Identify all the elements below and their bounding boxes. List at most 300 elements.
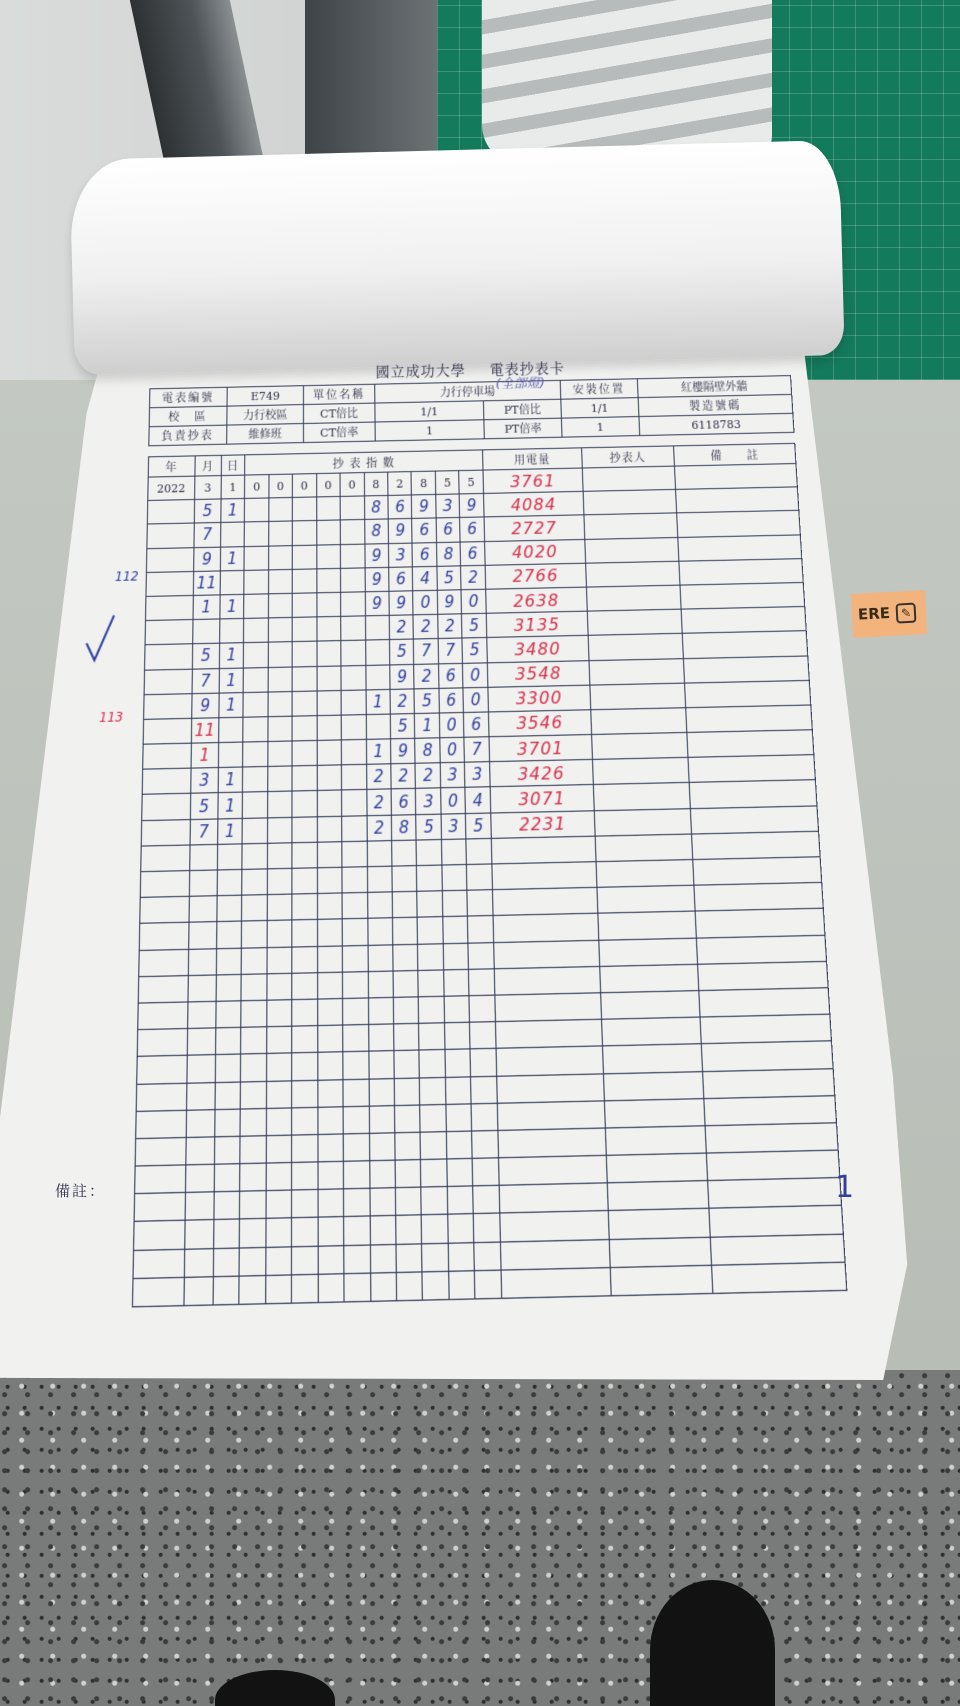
cell-day: 1 (219, 668, 244, 693)
cell-reader (583, 490, 677, 516)
cell-empty (609, 1237, 712, 1268)
cell-empty (140, 871, 189, 898)
cell-empty (443, 943, 469, 970)
cell-empty (419, 1023, 445, 1050)
cell-index-digit: 0 (316, 473, 340, 497)
cell-empty (394, 1023, 420, 1050)
install-value: 紅樓隔壁外牆 (637, 376, 792, 398)
cell-usage: 3135 (486, 611, 588, 638)
cell-usage: 2766 (485, 563, 586, 589)
cell-index-digit (317, 665, 341, 690)
cell-empty (318, 1273, 344, 1302)
cell-empty (500, 1239, 610, 1270)
meter-no-label: 電表編號 (150, 387, 227, 407)
cell-empty (134, 1193, 185, 1222)
cell-empty (188, 922, 216, 949)
cell-month: 9 (193, 547, 220, 572)
cell-empty (138, 975, 188, 1003)
cell-empty (188, 975, 216, 1002)
cell-empty (342, 841, 367, 867)
cell-index-digit (292, 641, 316, 666)
cell-month: 3 (190, 768, 218, 794)
cell-empty (500, 1211, 609, 1242)
cell-empty (595, 834, 693, 862)
cell-empty (214, 1164, 240, 1192)
cell-index-digit: 6 (389, 567, 413, 592)
cell-empty (317, 1025, 343, 1052)
cell-index-digit: 5 (435, 471, 459, 495)
unit-value: 力行停車場 (374, 380, 560, 403)
cell-index-digit (341, 690, 366, 715)
cell-empty (187, 1055, 216, 1083)
cell-index-digit: 3 (465, 762, 490, 788)
cell-empty (342, 945, 367, 972)
cell-index-digit (292, 497, 316, 521)
cell-reader (582, 466, 676, 491)
cell-index-digit (268, 498, 292, 522)
cell-empty (467, 864, 493, 890)
pt-mult-label: PT倍率 (484, 418, 562, 439)
cell-empty (471, 1076, 497, 1104)
cell-empty (496, 1046, 603, 1075)
cell-empty (240, 1163, 266, 1191)
cell-index-digit: 6 (460, 541, 485, 565)
cell-empty (369, 1160, 395, 1188)
cell-empty (444, 969, 470, 996)
cell-empty (317, 1106, 343, 1134)
cell-index-digit (268, 569, 292, 594)
cell-index-digit: 5 (466, 813, 491, 839)
cell-note (684, 680, 810, 707)
cell-empty (696, 935, 826, 964)
cell-empty (292, 1274, 318, 1303)
cell-empty (134, 1221, 185, 1250)
cell-day: 1 (220, 546, 244, 570)
cell-empty (135, 1165, 186, 1194)
cell-empty (267, 894, 292, 921)
cell-index-digit (365, 664, 390, 689)
cell-empty (368, 971, 394, 998)
cell-empty (394, 1077, 420, 1105)
install-label: 安裝位置 (560, 379, 638, 399)
cell-index-digit: 3 (436, 494, 460, 518)
cell-empty (396, 1272, 423, 1301)
cell-empty (267, 947, 292, 974)
cell-empty (444, 996, 470, 1023)
cell-empty (185, 1164, 214, 1192)
cell-note (680, 582, 805, 609)
cell-empty (186, 1082, 215, 1110)
cell-empty (292, 1190, 318, 1219)
cell-empty (216, 948, 241, 975)
cell-empty (704, 1095, 837, 1125)
cell-index-digit (292, 617, 316, 642)
cell-empty (240, 1081, 266, 1109)
cell-year (145, 644, 193, 670)
cell-index-digit (292, 741, 317, 767)
cell-index-digit: 0 (463, 687, 488, 712)
cell-empty (421, 1159, 447, 1187)
cell-empty (705, 1123, 838, 1154)
cell-empty (266, 1218, 292, 1247)
cell-year (141, 819, 190, 846)
cell-index-digit (244, 498, 268, 522)
page-mark: 1 (835, 1170, 855, 1205)
cell-empty (135, 1137, 186, 1166)
cell-empty (470, 1022, 496, 1049)
cell-reader (584, 537, 678, 563)
cell-usage: 4020 (484, 539, 585, 565)
cell-empty (471, 1103, 497, 1131)
cell-index-digit: 5 (462, 638, 487, 663)
cell-empty (317, 841, 342, 867)
cell-empty (497, 1073, 605, 1103)
cell-empty (693, 857, 822, 886)
cell-empty (370, 1244, 396, 1273)
cell-empty (442, 864, 467, 890)
cell-index-digit: 8 (411, 471, 435, 495)
cell-empty (369, 1133, 395, 1161)
cell-day: 1 (218, 793, 243, 819)
cell-index-digit: 2 (415, 763, 440, 789)
header-reader: 抄表人 (581, 446, 674, 468)
cell-index-digit (341, 765, 366, 791)
meter-reading-card (99, 353, 848, 1316)
cell-index-digit: 8 (364, 519, 388, 543)
cell-day: 1 (219, 692, 244, 717)
cell-empty (469, 969, 495, 996)
cell-index-digit: 9 (365, 567, 389, 592)
cell-index-digit: 9 (412, 495, 436, 519)
cell-empty (604, 1098, 705, 1128)
cell-empty (418, 917, 444, 944)
cell-index-digit: 9 (390, 664, 415, 689)
cell-usage: 3071 (490, 785, 594, 813)
cell-year (145, 595, 192, 620)
header-year: 年 (148, 456, 195, 477)
cell-empty (498, 1155, 607, 1185)
cell-index-digit (316, 520, 340, 544)
pt-ratio-value: 1/1 (561, 398, 639, 419)
cell-year (142, 794, 191, 821)
cell-empty (447, 1186, 473, 1215)
cell-empty (446, 1131, 472, 1159)
cell-empty (698, 961, 829, 990)
cell-empty (701, 1041, 833, 1071)
cell-empty (603, 1071, 704, 1100)
cell-empty (441, 839, 466, 865)
cell-empty (447, 1158, 473, 1186)
cell-empty (267, 920, 292, 947)
cell-index-digit: 2 (390, 689, 415, 714)
cell-index-digit (292, 569, 316, 594)
cell-index-digit (317, 816, 342, 842)
cell-month: 1 (193, 595, 220, 620)
cell-index-digit: 7 (414, 639, 439, 664)
cell-empty (608, 1209, 710, 1239)
cell-empty (501, 1267, 611, 1298)
cell-empty (498, 1128, 606, 1158)
cell-empty (368, 997, 394, 1024)
cell-empty (367, 866, 392, 892)
cell-note (683, 655, 809, 682)
cell-index-digit (243, 767, 268, 793)
cell-empty (241, 921, 266, 948)
cell-index-digit: 0 (441, 788, 466, 814)
cell-year (143, 743, 191, 769)
campus-value: 力行校區 (227, 405, 304, 426)
cell-empty (493, 914, 599, 943)
cell-index-digit (268, 521, 292, 545)
cell-index-digit: 3 (441, 813, 466, 839)
cell-empty (317, 1134, 343, 1162)
cell-empty (393, 944, 419, 971)
cell-empty (317, 1052, 343, 1080)
cell-empty (139, 949, 189, 977)
cell-note (686, 705, 813, 733)
cell-index-digit (317, 765, 342, 791)
cell-index-digit (292, 593, 316, 618)
cell-index-digit: 6 (438, 663, 463, 688)
pt-ratio-label: PT倍比 (484, 399, 562, 420)
cell-empty (240, 1191, 266, 1220)
cell-empty (215, 1001, 241, 1028)
cell-empty (602, 1044, 702, 1073)
cell-empty (189, 896, 217, 923)
cell-empty (188, 948, 216, 975)
cell-index-digit (341, 739, 366, 765)
cell-index-digit: 2 (413, 614, 438, 639)
cell-empty (318, 1217, 344, 1246)
cell-empty (691, 831, 820, 859)
cell-empty (694, 883, 823, 912)
cell-usage: 3701 (489, 735, 592, 762)
cell-index-digit: 1 (366, 689, 391, 714)
cell-month: 5 (194, 499, 221, 523)
cell-empty (442, 890, 468, 917)
cell-empty (239, 1219, 265, 1248)
cell-index-digit (292, 521, 316, 545)
title-card: 電表抄表卡 (489, 361, 566, 379)
cell-usage: 3480 (487, 636, 589, 663)
cell-index-digit: 1 (415, 713, 440, 739)
cell-empty (132, 1277, 183, 1307)
cell-empty (292, 1053, 318, 1081)
cell-index-digit: 2 (366, 764, 391, 790)
cell-empty (392, 918, 417, 945)
cell-empty (368, 944, 393, 971)
cell-index-digit: 6 (412, 518, 436, 542)
cell-empty (470, 1049, 496, 1077)
cell-empty (292, 1134, 318, 1162)
cell-empty (495, 993, 602, 1022)
cell-empty (344, 1273, 370, 1302)
cell-index-digit (317, 715, 342, 741)
meter-no-value: E749 (227, 386, 304, 406)
reader-value: 維修班 (226, 423, 304, 444)
cell-index-digit (316, 592, 340, 617)
cell-empty (265, 1246, 291, 1275)
cell-empty (469, 995, 495, 1022)
cell-empty (475, 1270, 502, 1299)
cell-empty (317, 867, 342, 893)
cell-empty (292, 868, 317, 894)
cell-year (143, 718, 191, 744)
cell-index-digit: 0 (440, 737, 465, 763)
cell-index-digit: 6 (391, 789, 416, 815)
cell-empty (136, 1083, 186, 1111)
cell-index-digit (244, 522, 268, 546)
cell-empty (418, 970, 444, 997)
header-month: 月 (195, 455, 222, 476)
reading-log-table (132, 443, 848, 1308)
cell-empty (266, 1000, 291, 1027)
cell-empty (394, 1050, 420, 1078)
cell-empty (343, 1051, 369, 1079)
cell-empty (369, 1078, 395, 1106)
cell-empty (597, 885, 695, 913)
cell-empty (215, 1054, 241, 1082)
cell-index-digit: 5 (459, 470, 483, 494)
cell-index-digit (267, 766, 292, 792)
cell-empty (468, 942, 494, 969)
cell-empty (448, 1214, 475, 1243)
cell-day: 1 (220, 594, 244, 619)
meter-info-table (148, 375, 794, 446)
cell-empty (239, 1275, 265, 1304)
cell-index-digit: 7 (438, 638, 463, 663)
cell-empty (445, 1076, 471, 1104)
cell-empty (214, 1136, 240, 1164)
cell-empty (137, 1029, 187, 1057)
cell-note (675, 487, 798, 513)
cell-year (147, 500, 194, 525)
cell-empty (266, 1135, 292, 1163)
cell-index-digit (316, 497, 340, 521)
serial-label: 製造號碼 (638, 394, 793, 416)
cell-note (689, 780, 817, 808)
cell-empty (367, 840, 392, 866)
cell-index-digit: 9 (437, 590, 462, 615)
cell-empty (706, 1150, 840, 1181)
cell-usage: 2231 (491, 810, 595, 838)
cell-index-digit: 4 (465, 787, 490, 813)
cell-reader (590, 708, 686, 735)
cell-empty (702, 1068, 834, 1098)
cell-empty (217, 895, 242, 922)
cell-index-digit: 5 (462, 613, 487, 638)
cell-empty (186, 1109, 215, 1137)
cell-index-digit: 0 (413, 590, 438, 615)
cell-empty (596, 860, 694, 888)
cell-empty (292, 920, 317, 947)
cell-empty (342, 867, 367, 893)
cell-empty (343, 1161, 369, 1189)
pen-icon: ✎ (896, 603, 917, 624)
sticky-note-text: ERE (857, 603, 891, 624)
cell-empty (266, 973, 291, 1000)
cell-empty (242, 869, 267, 895)
cell-index-digit: 7 (464, 737, 489, 763)
cell-usage: 2638 (486, 587, 587, 613)
cell-index-digit: 9 (364, 543, 388, 567)
cell-index-digit (268, 593, 292, 618)
cell-index-digit (342, 790, 367, 816)
cell-index-digit: 6 (439, 688, 464, 713)
cell-empty (317, 1079, 343, 1107)
cell-month: 7 (192, 668, 219, 693)
cell-day (218, 717, 243, 743)
cell-empty (343, 998, 369, 1025)
cell-empty (367, 918, 392, 945)
cell-empty (184, 1276, 213, 1305)
cell-index-digit: 9 (388, 519, 412, 543)
cell-empty (136, 1110, 186, 1139)
cell-empty (215, 1027, 241, 1054)
cell-empty (599, 964, 698, 993)
cell-index-digit: 0 (245, 475, 269, 499)
cell-empty (344, 1216, 370, 1245)
cell-empty (292, 972, 317, 999)
cell-year (145, 620, 193, 645)
cell-usage: 4084 (483, 492, 583, 518)
cell-index-digit: 5 (416, 814, 441, 840)
cell-month: 9 (191, 693, 218, 718)
cell-empty (422, 1215, 448, 1244)
cell-empty (266, 1053, 292, 1081)
cell-empty (240, 1136, 266, 1164)
cell-empty (241, 1000, 267, 1027)
cell-index-digit (244, 618, 268, 643)
cell-index-digit: 5 (389, 639, 414, 664)
cell-usage: 2727 (484, 515, 585, 541)
cell-empty (597, 911, 696, 939)
cell-empty (215, 1081, 241, 1109)
cell-year (146, 547, 193, 572)
remarks-label: 備註： (55, 1182, 107, 1200)
cell-month (192, 619, 219, 644)
cell-empty (474, 1214, 501, 1243)
cell-index-digit: 9 (365, 591, 389, 616)
cell-empty (493, 940, 599, 969)
cell-empty (266, 1190, 292, 1219)
cell-index-digit: 2 (414, 663, 439, 688)
cell-empty (473, 1158, 499, 1186)
cell-empty (607, 1181, 709, 1211)
header-usage: 用電量 (482, 448, 582, 470)
cell-month: 11 (191, 718, 219, 744)
cell-index-digit: 0 (340, 473, 364, 497)
cell-empty (292, 1162, 318, 1190)
cell-index-digit: 0 (292, 474, 316, 498)
cell-reader (593, 783, 690, 811)
cell-empty (187, 1028, 216, 1056)
cell-index-digit: 6 (436, 518, 460, 542)
cell-note (679, 558, 803, 585)
cell-index-digit: 8 (415, 738, 440, 764)
cell-index-digit: 0 (269, 474, 293, 498)
cell-empty (420, 1104, 446, 1132)
cell-index-digit (317, 690, 342, 715)
cell-note (687, 730, 814, 758)
cell-empty (710, 1234, 845, 1265)
rolled-pages (69, 140, 844, 375)
cell-empty (695, 909, 825, 938)
cell-index-digit: 8 (364, 472, 388, 496)
reader-label: 負責抄表 (149, 425, 227, 446)
cell-day: 1 (217, 818, 242, 844)
cell-empty (317, 998, 342, 1025)
